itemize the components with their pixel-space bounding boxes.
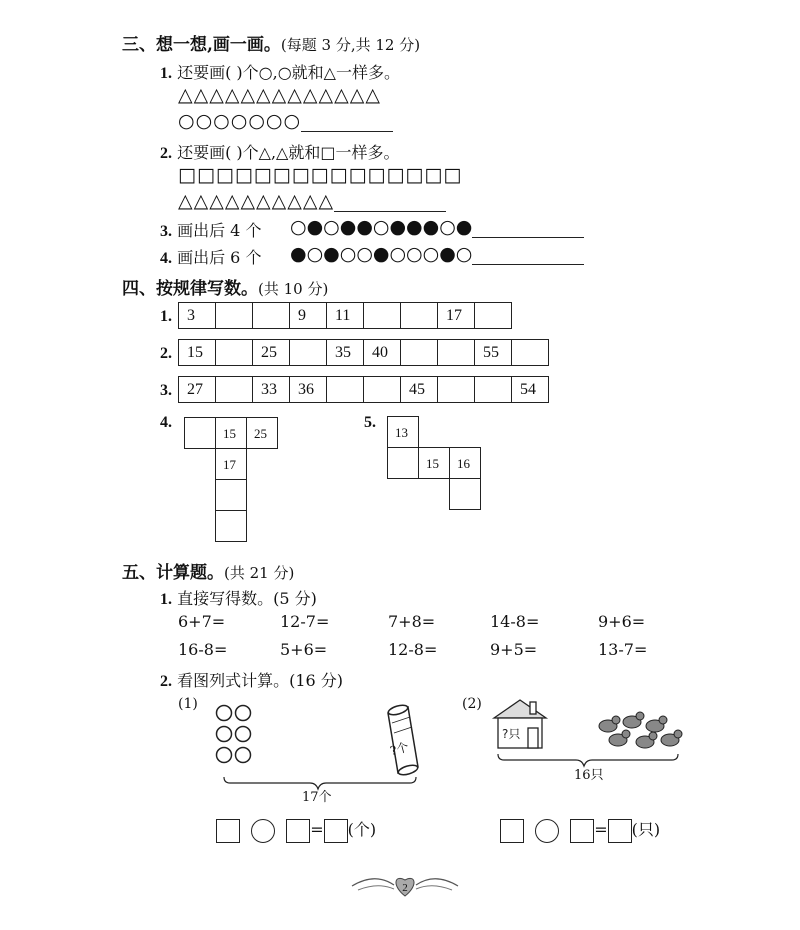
pattern-row-3 — [290, 216, 584, 238]
question-4-1-number — [160, 306, 172, 326]
answer-box[interactable] — [570, 819, 594, 843]
sequence-cell[interactable] — [364, 377, 401, 403]
section-5-title — [122, 558, 294, 583]
section-title-text: 四、按规律写数。 — [122, 279, 258, 299]
question-text: 直接写得数。(5 分) — [177, 589, 317, 608]
answer-box[interactable] — [216, 819, 240, 843]
question-5-1 — [160, 586, 317, 609]
question-text: 还要画( )个△,△就和□一样多。 — [177, 143, 400, 162]
question-number: 2. — [160, 673, 172, 690]
calc-2-1: 16-8= — [178, 640, 228, 659]
operator-circle[interactable] — [251, 819, 275, 843]
question-3-1 — [160, 60, 400, 83]
triangle-row: △△△△△△△△△△△△△ — [178, 84, 381, 106]
sequence-cell[interactable] — [512, 340, 549, 366]
calc-1-3: 7+8= — [388, 612, 436, 631]
pattern-shapes: ●○●○○●○○○●○ — [290, 243, 473, 265]
sequence-cell: 33 — [253, 377, 290, 403]
sequence-cell: 55 — [475, 340, 512, 366]
sequence-table-1 — [178, 302, 512, 329]
grid-cell: 15 — [418, 447, 450, 479]
section-points: (共 21 分) — [224, 564, 295, 582]
calc-2-5: 13-7= — [598, 640, 648, 659]
circle-row — [178, 110, 393, 132]
equation-row-2 — [500, 817, 660, 843]
sequence-table-2 — [178, 339, 549, 366]
question-4-3-number — [160, 380, 172, 400]
sequence-cell[interactable] — [216, 377, 253, 403]
square-row: □□□□□□□□□□□□□□□ — [178, 164, 463, 186]
sequence-cell: 45 — [401, 377, 438, 403]
sequence-cell[interactable] — [475, 377, 512, 403]
calc-2-3: 12-8= — [388, 640, 438, 659]
unit-label: (个) — [347, 820, 377, 839]
sequence-cell: 3 — [179, 303, 216, 329]
answer-line[interactable] — [472, 219, 584, 238]
question-number: 4. — [160, 414, 172, 431]
sequence-table-3 — [178, 376, 549, 403]
section-title-text: 五、计算题。 — [122, 563, 224, 583]
house-and-birds-illustration — [490, 696, 690, 770]
grid-cell: 16 — [449, 447, 481, 479]
circles-group — [217, 706, 251, 763]
triangle-row-shapes: △△△△△△△△△△ — [178, 190, 335, 212]
answer-box[interactable] — [608, 819, 632, 843]
page-number: 2 — [402, 882, 408, 894]
operator-circle[interactable] — [535, 819, 559, 843]
sequence-cell: 25 — [253, 340, 290, 366]
equals-sign: = — [594, 820, 608, 839]
calc-1-2: 12-7= — [280, 612, 330, 631]
question-number: 5. — [364, 414, 376, 431]
answer-box[interactable] — [324, 819, 348, 843]
sequence-cell: 11 — [327, 303, 364, 329]
grid-cell: 15 — [215, 417, 247, 449]
grid-cell: 25 — [246, 417, 278, 449]
section-4-title — [122, 274, 328, 299]
equals-sign: = — [310, 820, 324, 839]
calc-2-2: 5+6= — [280, 640, 328, 659]
question-text: 画出后 4 个 — [177, 221, 262, 240]
question-number: 1. — [160, 591, 172, 608]
sequence-cell: 35 — [327, 340, 364, 366]
question-number: 3. — [160, 382, 172, 399]
question-5-2 — [160, 668, 343, 691]
birds-group — [599, 712, 682, 748]
answer-line[interactable] — [334, 193, 446, 212]
sequence-cell[interactable] — [216, 303, 253, 329]
question-number: 2. — [160, 145, 172, 162]
sequence-cell: 17 — [438, 303, 475, 329]
sequence-cell: 15 — [179, 340, 216, 366]
sequence-cell[interactable] — [253, 303, 290, 329]
sequence-cell: 27 — [179, 377, 216, 403]
grid-cell[interactable] — [215, 479, 247, 511]
section-points: (共 10 分) — [258, 280, 329, 298]
circle-row-shapes: ○○○○○○○ — [178, 110, 302, 132]
calc-2-4: 9+5= — [490, 640, 538, 659]
question-number: 2. — [160, 345, 172, 362]
grid-cell[interactable] — [184, 417, 216, 449]
grid-cell[interactable] — [215, 510, 247, 542]
question-text: 看图列式计算。(16 分) — [177, 671, 344, 690]
question-3-3 — [160, 218, 261, 241]
question-number: 4. — [160, 250, 172, 267]
sequence-cell[interactable] — [475, 303, 512, 329]
sequence-cell[interactable] — [364, 303, 401, 329]
problem-1-label: (1) — [178, 696, 198, 712]
question-4-4-number — [160, 412, 172, 432]
sequence-cell: 36 — [290, 377, 327, 403]
sequence-cell[interactable] — [438, 377, 475, 403]
total-label: 17个 — [302, 790, 332, 805]
equation-row-1 — [216, 817, 376, 843]
question-number: 1. — [160, 308, 172, 325]
calc-1-4: 14-8= — [490, 612, 540, 631]
sequence-cell[interactable] — [327, 377, 364, 403]
question-3-2 — [160, 140, 399, 163]
grid-cell: 13 — [387, 416, 419, 448]
sequence-cell[interactable] — [290, 340, 327, 366]
pattern-row-4 — [290, 243, 584, 265]
answer-box[interactable] — [500, 819, 524, 843]
question-3-4 — [160, 245, 261, 268]
question-number: 1. — [160, 65, 172, 82]
answer-line[interactable] — [301, 113, 393, 132]
sequence-cell: 9 — [290, 303, 327, 329]
triangle-row-2 — [178, 190, 446, 212]
section-3-title — [122, 30, 420, 55]
calc-1-5: 9+6= — [598, 612, 646, 631]
sequence-cell: 40 — [364, 340, 401, 366]
page-ornament — [350, 868, 460, 902]
grid-cell[interactable] — [449, 478, 481, 510]
question-number: 3. — [160, 223, 172, 240]
sequence-cell[interactable] — [216, 340, 253, 366]
section-title-text: 三、想一想,画一画。 — [122, 35, 281, 55]
unknown-label: ?个 — [388, 739, 411, 759]
grid-cell: 17 — [215, 448, 247, 480]
answer-line[interactable] — [472, 246, 584, 265]
sequence-cell: 54 — [512, 377, 549, 403]
calc-1-1: 6+7= — [178, 612, 226, 631]
unit-label: (只) — [631, 820, 661, 839]
question-4-2-number — [160, 343, 172, 363]
house-unknown-label: ?只 — [502, 727, 521, 741]
sequence-cell[interactable] — [438, 340, 475, 366]
sequence-cell[interactable] — [401, 340, 438, 366]
sequence-cell[interactable] — [401, 303, 438, 329]
question-text: 还要画( )个○,○就和△一样多。 — [177, 63, 400, 82]
total-label: 16只 — [574, 768, 604, 783]
problem-2-label: (2) — [462, 696, 482, 712]
section-points: (每题 3 分,共 12 分) — [280, 36, 421, 54]
grid-cell[interactable] — [387, 447, 419, 479]
pattern-shapes: ○●○●●○●●●○● — [290, 216, 473, 238]
question-4-5-number — [364, 412, 376, 432]
question-text: 画出后 6 个 — [177, 248, 262, 267]
answer-box[interactable] — [286, 819, 310, 843]
